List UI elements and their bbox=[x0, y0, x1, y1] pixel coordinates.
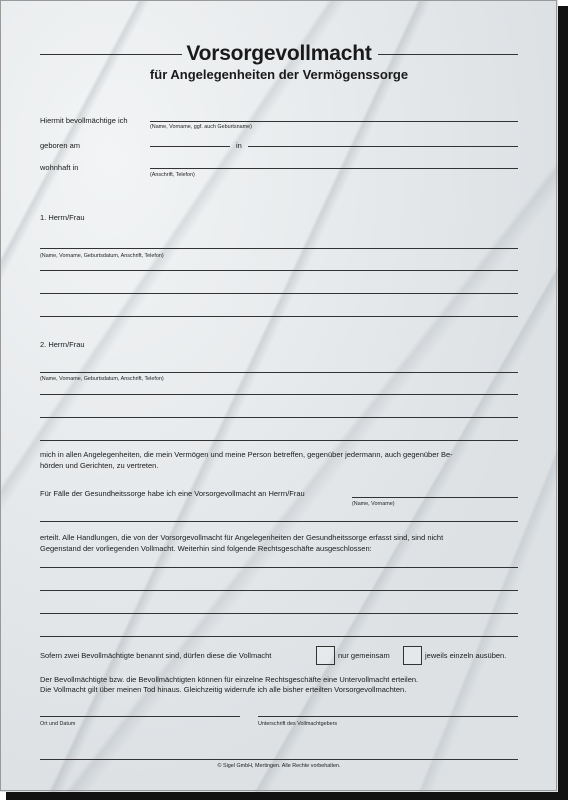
scope-text-line-1: mich in allen Angelegenheiten, die mein Vermögen und meine Person betreffen, gegenüber jedermann, auch gegenüber Be- bbox=[40, 450, 453, 459]
person2-line-3[interactable] bbox=[40, 417, 518, 418]
anschrift-hint: (Anschrift, Telefon) bbox=[150, 172, 195, 178]
person1-hint: (Name, Vorname, Geburtsdatum, Anschrift, Telefon) bbox=[40, 253, 164, 259]
unterschrift-field[interactable] bbox=[258, 716, 518, 717]
document-subtitle: für Angelegenheiten der Vermögenssorge bbox=[149, 67, 409, 82]
einzeln-label: jeweils einzeln ausüben. bbox=[425, 651, 507, 660]
geburtsort-field[interactable] bbox=[248, 146, 518, 147]
geboren-label: geboren am bbox=[40, 141, 81, 150]
person1-line-4[interactable] bbox=[40, 316, 518, 317]
person1-line-2[interactable] bbox=[40, 270, 518, 271]
ausschluss-line-3[interactable] bbox=[40, 613, 518, 614]
name-hint: (Name, Vorname, ggf. auch Geburtsname) bbox=[150, 124, 252, 130]
bevollmaechtige-label: Hiermit bevollmächtige ich bbox=[40, 116, 128, 125]
untervollmacht-line-2: Die Vollmacht gilt über meinen Tod hinaus. Gleichzeitig widerrufe ich alle bisher erteilten Vorsorgevollmachten. bbox=[40, 685, 407, 694]
gesundheit-text: Für Fälle der Gesundheitssorge habe ich eine Vorsorgevollmacht an Herrn/Frau bbox=[40, 489, 305, 498]
unterschrift-label: Unterschrift des Vollmachtgebers bbox=[258, 721, 338, 727]
footer-rule bbox=[40, 759, 518, 760]
person2-line-4[interactable] bbox=[40, 440, 518, 441]
document-title: Vorsorgevollmacht bbox=[186, 42, 372, 65]
person2-line-2[interactable] bbox=[40, 394, 518, 395]
person1-label: 1. Herrn/Frau bbox=[40, 213, 85, 222]
vollmachtgeber-name-field[interactable] bbox=[150, 121, 518, 122]
in-label: in bbox=[236, 141, 242, 150]
nur-gemeinsam-checkbox[interactable] bbox=[316, 646, 335, 665]
ausschluss-line-4[interactable] bbox=[40, 636, 518, 637]
einzeln-checkbox[interactable] bbox=[403, 646, 422, 665]
zwei-text: Sofern zwei Bevollmächtigte benannt sind, dürfen diese die Vollmacht bbox=[40, 651, 272, 660]
ausschluss-line-1[interactable] bbox=[40, 567, 518, 568]
person2-label: 2. Herrn/Frau bbox=[40, 340, 85, 349]
page-shadow-bottom bbox=[6, 792, 568, 800]
gesundheit-hint: (Name, Vorname) bbox=[352, 501, 395, 507]
wohnhaft-label: wohnhaft in bbox=[40, 163, 79, 172]
nur-gemeinsam-label: nur gemeinsam bbox=[338, 651, 390, 660]
person2-line-1[interactable] bbox=[40, 372, 518, 373]
untervollmacht-line-1: Der Bevollmächtigte bzw. die Bevollmächtigten können für einzelne Rechtsgeschäfte eine Untervollmacht erteilen. bbox=[40, 675, 419, 684]
copyright-footer: © Sigel GmbH, Mertingen. Alle Rechte vorbehalten. bbox=[217, 763, 341, 769]
page-shadow-right bbox=[558, 6, 568, 800]
scope-text-line-2: hörden und Gerichten, zu vertreten. bbox=[40, 461, 159, 470]
erteilt-text-line-2: Gegenstand der vorliegenden Vollmacht. Weiterhin sind folgende Rechtsgeschäfte ausgeschlossen: bbox=[40, 544, 372, 553]
person1-line-3[interactable] bbox=[40, 293, 518, 294]
gesundheit-line-2[interactable] bbox=[40, 521, 518, 522]
person2-hint: (Name, Vorname, Geburtsdatum, Anschrift, Telefon) bbox=[40, 376, 164, 382]
person1-line-1[interactable] bbox=[40, 248, 518, 249]
ort-datum-label: Ort und Datum bbox=[40, 721, 76, 727]
anschrift-field[interactable] bbox=[150, 168, 518, 169]
ort-datum-field[interactable] bbox=[40, 716, 240, 717]
geburtsdatum-field[interactable] bbox=[150, 146, 230, 147]
gesundheit-name-field[interactable] bbox=[352, 497, 518, 498]
erteilt-text-line-1: erteilt. Alle Handlungen, die von der Vorsorgevollmacht für Angelegenheiten der Gesundheitssorge erfasst sind, sind nicht bbox=[40, 533, 444, 542]
ausschluss-line-2[interactable] bbox=[40, 590, 518, 591]
